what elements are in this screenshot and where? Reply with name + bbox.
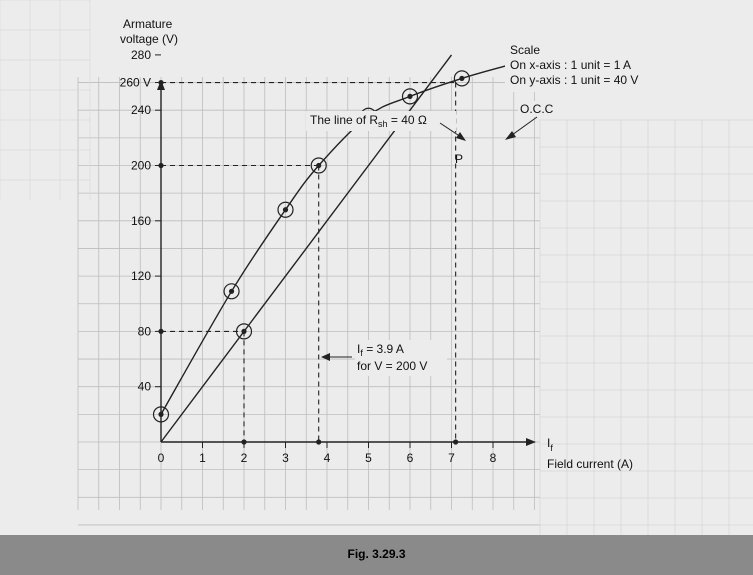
- x-tick-label: 1: [199, 451, 206, 465]
- if-label-sub: f: [360, 348, 363, 358]
- origin-label: 0: [157, 451, 165, 465]
- x-tick-label: 8: [489, 451, 497, 465]
- x-axis-symbol: [547, 436, 553, 453]
- y-tick-label: 40: [137, 379, 151, 394]
- figure-caption: Fig. 3.29.3: [347, 547, 406, 561]
- y-tick-label: 260 V: [119, 75, 151, 90]
- y-tick-label: 120: [130, 269, 151, 284]
- rsh-label-suffix: = 40 Ω: [387, 113, 427, 127]
- y-axis-title-line1: Armature: [123, 17, 173, 31]
- if-condition: for V = 200 V: [357, 359, 428, 373]
- x-tick-label: 6: [406, 451, 414, 465]
- data-point: [229, 289, 234, 294]
- occ-label: O.C.C: [520, 102, 554, 116]
- x-axis-symbol-sub: f: [550, 443, 553, 453]
- data-point: [407, 94, 412, 99]
- occ-pointer-head: [505, 131, 516, 140]
- point-p-label: P: [455, 152, 464, 166]
- if-pointer-head: [321, 353, 330, 361]
- y-axis-title-line2: voltage (V): [120, 32, 179, 46]
- if-label-prefix: I: [357, 342, 361, 356]
- scale-x: On x-axis : 1 unit = 1 A: [510, 58, 632, 72]
- x-tick-label: 4: [323, 451, 331, 465]
- y-tick-label: 240: [130, 103, 151, 118]
- y-axis-arrowhead: [157, 80, 165, 90]
- rsh-label-sub: sh: [378, 119, 388, 129]
- grid: [78, 77, 753, 535]
- if-label: [357, 342, 404, 358]
- if-label-value: = 3.9 A: [362, 342, 404, 356]
- occ-pointer: [512, 117, 537, 135]
- scale-title: Scale: [510, 43, 541, 57]
- x-tick-label: 3: [282, 451, 289, 465]
- rsh-pointer-head: [456, 132, 466, 141]
- y-tick-label: 200: [130, 158, 151, 173]
- x-axis-title: Field current (A): [547, 457, 634, 471]
- x-tick-label: 2: [240, 451, 248, 465]
- data-point: [459, 76, 464, 81]
- data-point: [241, 329, 246, 334]
- rsh-label-prefix: The line of R: [310, 113, 379, 127]
- dashed-guides: [158, 80, 458, 445]
- x-tick-label: 7: [448, 451, 455, 465]
- x-tick-label: 5: [365, 451, 372, 465]
- data-point: [283, 207, 288, 212]
- y-tick-label: 280: [130, 47, 151, 62]
- y-tick-label: 80: [137, 324, 151, 339]
- rsh-label: [310, 113, 427, 129]
- caption-band: [0, 535, 753, 575]
- data-point: [316, 163, 321, 168]
- scale-y: On y-axis : 1 unit = 40 V: [510, 73, 639, 87]
- ghost-grid: [0, 0, 90, 200]
- y-tick-label: 160: [130, 213, 151, 228]
- data-point: [158, 412, 163, 417]
- x-axis-symbol-main: I: [547, 436, 551, 450]
